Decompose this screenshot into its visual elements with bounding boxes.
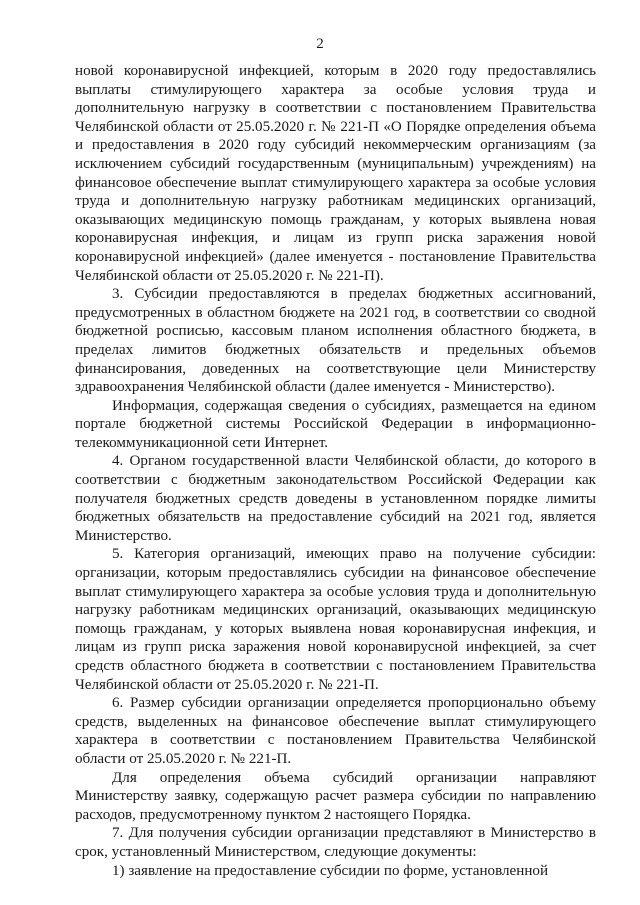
paragraph-item-7: 7. Для получения субсидии организации представляют в Министерство в срок, установленный Министерством, следующие документы:: [75, 825, 596, 860]
paragraph-item-4: 4. Органом государственной власти Челябинской области, до которого в соответствии с бюджетным законодательством Российской Федерации как получателя бюджетных средств доведены в установленном порядке лимиты бюджетных обязательств на предоставление субсидий на 2021 год, является Министерство.: [75, 453, 596, 544]
paragraph-continuation: новой коронавирусной инфекцией, которым в 2020 году предоставлялись выплаты стимулирующего характера за особые условия труда и дополнительную нагрузку в соответствии с постановлением Правительства Челябинской области от 25.05.2020 г. № 221-П «О Порядке определения объема и предоставления в 2020 году субсидий некоммерческим организациям (за исключением субсидий государственным (муниципальным) учреждениям) на финансовое обеспечение выплат стимулирующего характера за особые условия труда и дополнительную нагрузку работникам медицинских организаций, оказывающих медицинскую помощь гражданам, у которых выявлена новая коронавирусная инфекция, и лицам из групп риска заражения новой коронавирусной инфекцией» (далее именуется - постановление Правительства Челябинской области от 25.05.2020 г. № 221-П).: [75, 63, 596, 284]
page-number: 2: [316, 36, 324, 52]
document-body: [75, 62, 596, 880]
paragraph-item-5: 5. Категория организаций, имеющих право на получение субсидии: организации, которым предоставлялись субсидии на финансовое обеспечение выплат стимулирующего характера за особые условия труда и дополнительную нагрузку работникам медицинских организаций, оказывающих медицинскую помощь гражданам, у которых выявлена новая коронавирусная инфекция, и лицам из групп риска заражения новой коронавирусной инфекцией, за счет средств областного бюджета в соответствии с постановлением Правительства Челябинской области от 25.05.2020 г. № 221-П.: [75, 546, 596, 693]
paragraph-item-3: 3. Субсидии предоставляются в пределах бюджетных ассигнований, предусмотренных в областном бюджете на 2021 год, в соответствии со сводной бюджетной росписью, кассовым планом исполнения областного бюджета, в пределах лимитов бюджетных обязательств и предельных объемов финансирования, доведенных на соответствующие цели Министерству здравоохранения Челябинской области (далее именуется - Министерство).: [75, 286, 596, 396]
paragraph-request: Для определения объема субсидий организации направляют Министерству заявку, содержащую расчет размера субсидии по направлению расходов, предусмотренному пунктом 2 настоящего Порядка.: [75, 769, 596, 823]
paragraph-subitem-1: 1) заявление на предоставление субсидии по форме, установленной: [112, 862, 549, 879]
paragraph-item-6: 6. Размер субсидии организации определяется пропорционально объему средств, выделенных на финансовое обеспечение выплат стимулирующего характера в соответствии с постановлением Правительства Челябинской области от 25.05.2020 г. № 221-П.: [75, 695, 596, 767]
paragraph-info: Информация, содержащая сведения о субсидиях, размещается на едином портале бюджетной системы Российской Федерации в информационно-телекоммуникационной сети Интернет.: [75, 397, 596, 451]
